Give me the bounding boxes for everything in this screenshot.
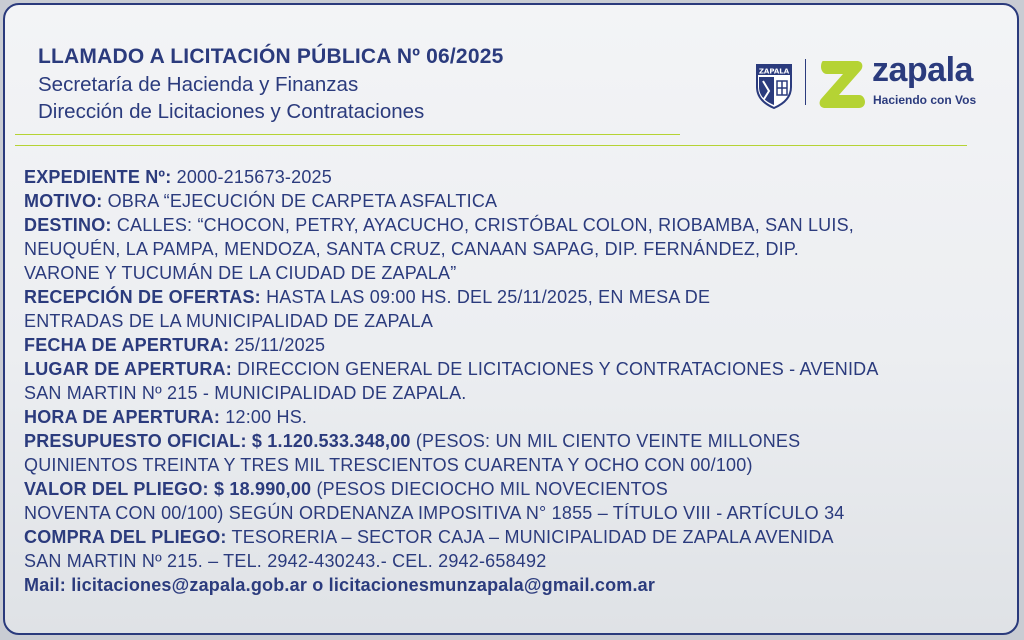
valor-label: VALOR DEL PLIEGO: $ 18.990,00 [24,479,312,499]
zapala-z-logo-icon [817,57,867,109]
destino-line-2: NEUQUÉN, LA PAMPA, MENDOZA, SANTA CRUZ, CANAAN SAPAG, DIP. FERNÁNDEZ, DIP. [24,239,799,259]
lugar-label: LUGAR DE APERTURA: [24,359,232,379]
brand-slogan: Haciendo con Vos [873,93,977,107]
notice-body [24,165,1014,597]
compra-label: COMPRA DEL PLIEGO: [24,527,227,547]
brand-name: zapala [872,51,973,89]
lugar-line-1: DIRECCION GENERAL DE LICITACIONES Y CONTRATACIONES - AVENIDA [237,359,879,379]
header-separator [15,145,967,146]
notice-header [38,43,503,125]
recepcion-label: RECEPCIÓN DE OFERTAS: [24,287,261,307]
hora-row [24,405,1014,429]
expediente-value: 2000-215673-2025 [176,167,332,187]
municipal-shield-icon [755,57,793,109]
compra-line-1: TESORERIA – SECTOR CAJA – MUNICIPALIDAD DE ZAPALA AVENIDA [231,527,834,547]
fecha-row [24,333,1014,357]
destino-line-3: VARONE Y TUCUMÁN DE LA CIUDAD DE ZAPALA” [24,263,457,283]
lugar-row [24,357,1014,381]
compra-line-2: SAN MARTIN Nº 215. – TEL. 2942-430243.- CEL. 2942-658492 [24,551,547,571]
hora-label: HORA DE APERTURA: [24,407,221,427]
destino-label: DESTINO: [24,215,112,235]
logo-group [755,51,995,117]
motivo-row [24,189,1014,213]
lugar-line-2: SAN MARTIN Nº 215 - MUNICIPALIDAD DE ZAPALA. [24,383,467,403]
valor-line-2: NOVENTA CON 00/100) SEGÚN ORDENANZA IMPOSITIVA N° 1855 – TÍTULO VIII - ARTÍCULO 34 [24,503,845,523]
presupuesto-line-1: (PESOS: UN MIL CIENTO VEINTE MILLONES [415,431,801,451]
valor-row [24,477,1014,501]
compra-row [24,525,1014,549]
presupuesto-row [24,429,1014,453]
presupuesto-line-2: QUINIENTOS TREINTA Y TRES MIL TRESCIENTOS CUARENTA Y OCHO CON 00/100) [24,455,753,475]
hora-value: 12:00 HS. [225,407,308,427]
header-underline [15,134,680,135]
fecha-value: 25/11/2025 [234,335,326,355]
expediente-row [24,165,1014,189]
notice-title: LLAMADO A LICITACIÓN PÚBLICA Nº 06/2025 [38,45,504,68]
motivo-label: MOTIVO: [24,191,103,211]
shield-text: ZAPALA [758,67,790,76]
notice-card [3,3,1019,635]
recepcion-line-1: HASTA LAS 09:00 HS. DEL 25/11/2025, EN MESA DE [266,287,711,307]
department-line: Secretaría de Hacienda y Finanzas [38,73,359,96]
expediente-label: EXPEDIENTE Nº: [24,167,172,187]
office-line: Dirección de Licitaciones y Contrataciones [38,100,425,123]
valor-line-1: (PESOS DIECIOCHO MIL NOVECIENTOS [316,479,668,499]
logo-divider [805,59,806,105]
fecha-label: FECHA DE APERTURA: [24,335,230,355]
mail-line: Mail: licitaciones@zapala.gob.ar o licitacionesmunzapala@gmail.com.ar [24,575,656,595]
recepcion-line-2: ENTRADAS DE LA MUNICIPALIDAD DE ZAPALA [24,311,434,331]
recepcion-row [24,285,1014,309]
destino-row [24,213,1014,237]
destino-line-1: CALLES: “CHOCON, PETRY, AYACUCHO, CRISTÓBAL COLON, RIOBAMBA, SAN LUIS, [116,215,854,235]
motivo-value: OBRA “EJECUCIÓN DE CARPETA ASFALTICA [107,191,498,211]
presupuesto-label: PRESUPUESTO OFICIAL: $ 1.120.533.348,00 [24,431,411,451]
